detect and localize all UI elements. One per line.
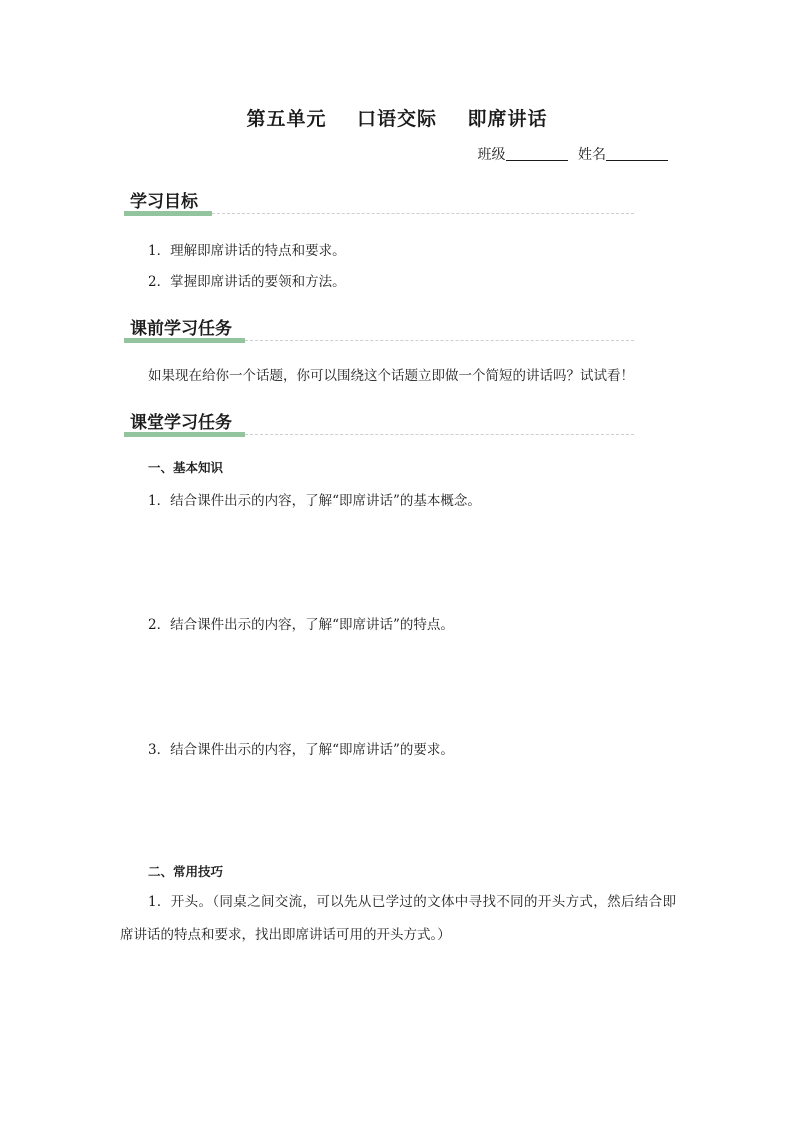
- goal-item-1: 1．理解即席讲话的特点和要求。: [148, 243, 346, 259]
- page-title: 第五单元 口语交际 即席讲话: [246, 108, 548, 130]
- heading-dashed-rule: [245, 434, 634, 435]
- part1-item-2: 2．结合课件出示的内容，了解“即席讲话”的特点。: [148, 617, 454, 633]
- class-label: 班级: [477, 147, 506, 163]
- part1-item-1: 1．结合课件出示的内容，了解“即席讲话”的基本概念。: [148, 493, 481, 509]
- section-goals-heading: [124, 186, 634, 216]
- section-preclass-heading: [124, 313, 634, 343]
- part2-item-1: 1．开头。（同桌之间交流，可以先从已学过的文体中寻找不同的开头方式，然后结合即席讲话的特点和要求，找出即席讲话可用的开头方式。）: [120, 894, 676, 943]
- name-blank[interactable]: [606, 146, 668, 161]
- class-name-line: [478, 144, 674, 164]
- heading-dashed-rule: [245, 340, 634, 341]
- part1-heading: 一、基本知识: [148, 460, 224, 475]
- section-preclass-title: 课前学习任务: [130, 319, 232, 339]
- heading-dashed-rule: [212, 213, 634, 214]
- part1-item-3: 3．结合课件出示的内容，了解“即席讲话”的要求。: [148, 742, 454, 758]
- class-blank[interactable]: [506, 146, 568, 161]
- section-goals-title: 学习目标: [130, 192, 198, 212]
- section-inclass-title: 课堂学习任务: [130, 413, 232, 433]
- preclass-task-text: 如果现在给你一个话题，你可以围绕这个话题立即做一个简短的讲话吗？试试看！: [148, 368, 634, 384]
- section-inclass-heading: [124, 407, 634, 437]
- part2-heading: 二、常用技巧: [148, 864, 224, 879]
- goal-item-2: 2．掌握即席讲话的要领和方法。: [148, 274, 346, 290]
- name-label: 姓名: [578, 147, 606, 163]
